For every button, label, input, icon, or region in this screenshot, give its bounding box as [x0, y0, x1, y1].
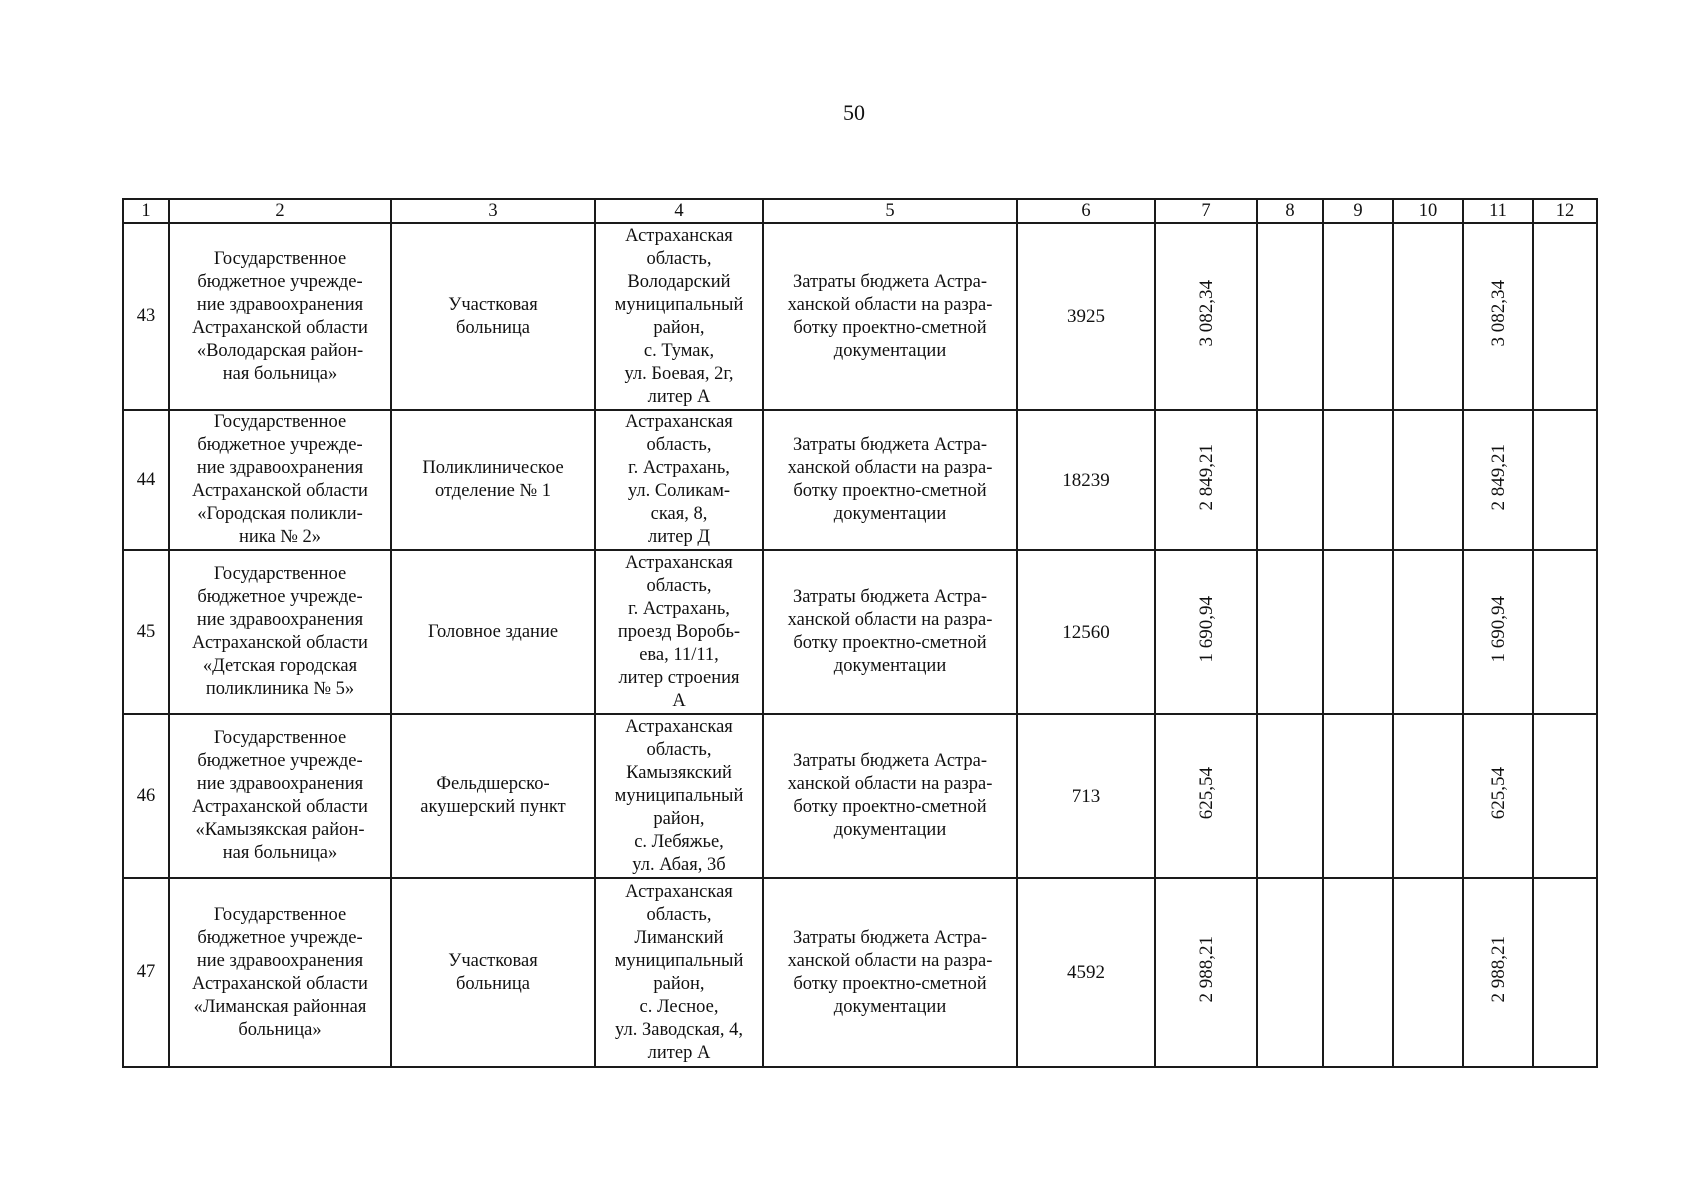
text-line: ханской области на разра-	[787, 610, 993, 630]
column-header-5: 5	[763, 199, 1017, 223]
text-line: Астраханская	[625, 716, 733, 737]
column-9-value	[1323, 550, 1393, 714]
column-header-3: 3	[391, 199, 595, 223]
text-line: бюджетное учрежде-	[197, 435, 363, 455]
text-line: Государственное	[213, 248, 347, 269]
column-header-7: 7	[1155, 199, 1257, 223]
vertical-amount: 1 690,94	[1487, 595, 1509, 663]
text-line: акушерский пункт	[420, 797, 566, 817]
text-line: муниципальный	[614, 950, 744, 971]
text-line: ние здравоохранения	[196, 774, 364, 794]
text-line: Государственное	[213, 728, 347, 748]
text-line: Затраты бюджета Астра-	[792, 587, 988, 607]
text-line: Поликлиническое	[422, 458, 564, 478]
text-line: ботку проектно-сметной	[793, 317, 987, 338]
column-header-1: 1	[123, 199, 169, 223]
text-line: область,	[646, 739, 712, 760]
text-line: Астраханской области	[192, 481, 368, 501]
text-line: с. Лесное,	[639, 996, 719, 1017]
text-line: район,	[653, 973, 705, 994]
text-line: Затраты бюджета Астра-	[792, 271, 988, 292]
text-line: ботку проектно-сметной	[793, 973, 987, 994]
text-line: ева, 11/11,	[639, 644, 719, 665]
column-9-value	[1323, 714, 1393, 878]
column-8-value	[1257, 410, 1323, 550]
table-header	[123, 199, 1597, 223]
vertical-amount: 3 082,34	[1487, 280, 1509, 347]
column-header-12: 12	[1533, 199, 1597, 223]
text-line: Государственное	[213, 412, 347, 432]
text-line: Участковая	[448, 294, 538, 315]
column-8-value	[1257, 223, 1323, 410]
column-10-value	[1393, 550, 1463, 714]
column-12-value	[1533, 223, 1597, 410]
vertical-amount: 2 988,21	[1487, 936, 1509, 1003]
text-line: документации	[833, 996, 947, 1017]
column-6-value: 3925	[1017, 223, 1155, 410]
header-row	[123, 199, 1597, 223]
text-line: ние здравоохранения	[196, 458, 364, 478]
object-address	[595, 223, 763, 410]
column-7-value	[1155, 714, 1257, 878]
text-line: документации	[833, 656, 947, 676]
column-10-value	[1393, 878, 1463, 1067]
column-12-value	[1533, 714, 1597, 878]
column-11-value	[1463, 878, 1533, 1067]
column-11-value	[1463, 410, 1533, 550]
text-line: ние здравоохранения	[196, 950, 364, 971]
vertical-amount: 2 849,21	[1487, 443, 1509, 511]
cost-type	[763, 223, 1017, 410]
text-line: Лиманский	[634, 927, 724, 948]
cost-type	[763, 878, 1017, 1067]
text-line: ул. Абая, 3б	[632, 854, 726, 875]
text-line: район,	[653, 317, 705, 338]
text-line: Астраханская	[625, 225, 733, 246]
text-line: «Городская поликли-	[197, 504, 363, 524]
text-line: область,	[646, 248, 712, 269]
column-8-value	[1257, 714, 1323, 878]
text-line: г. Астрахань,	[628, 458, 730, 478]
cost-type	[763, 714, 1017, 878]
text-line: Астраханская	[625, 552, 733, 573]
column-7-value	[1155, 223, 1257, 410]
text-line: ханской области на разра-	[787, 774, 993, 794]
text-line: больница	[456, 973, 530, 994]
column-12-value	[1533, 878, 1597, 1067]
text-line: муниципальный	[614, 294, 744, 315]
text-line: Астраханская	[625, 881, 733, 902]
text-line: Затраты бюджета Астра-	[792, 435, 988, 455]
text-line: Участковая	[448, 950, 538, 971]
institution-name	[169, 550, 391, 714]
column-6-value: 18239	[1017, 410, 1155, 550]
column-10-value	[1393, 410, 1463, 550]
text-line: «Лиманская районная	[193, 996, 367, 1017]
text-line: Камызякский	[626, 762, 732, 783]
column-header-10: 10	[1393, 199, 1463, 223]
row-number: 46	[123, 714, 169, 878]
object-name	[391, 410, 595, 550]
text-line: бюджетное учрежде-	[197, 271, 363, 292]
text-line: Государственное	[213, 904, 347, 925]
text-line: район,	[653, 808, 705, 829]
text-line: область,	[646, 904, 712, 925]
vertical-amount: 625,54	[1487, 766, 1509, 820]
vertical-amount: 2 849,21	[1195, 443, 1217, 511]
text-line: «Камызякская район-	[195, 820, 365, 840]
column-8-value	[1257, 878, 1323, 1067]
column-11-value	[1463, 714, 1533, 878]
text-line: «Детская городская	[202, 656, 358, 676]
text-line: А	[672, 690, 686, 711]
text-line: Затраты бюджета Астра-	[792, 927, 988, 948]
text-line: литер строения	[618, 667, 740, 688]
institution-name	[169, 878, 391, 1067]
text-line: Астраханской области	[192, 317, 368, 338]
column-12-value	[1533, 410, 1597, 550]
column-header-4: 4	[595, 199, 763, 223]
text-line: ника № 2»	[238, 527, 322, 547]
table-row	[123, 878, 1597, 1067]
text-line: ная больница»	[222, 843, 338, 863]
column-header-11: 11	[1463, 199, 1533, 223]
text-line: бюджетное учрежде-	[197, 587, 363, 607]
column-9-value	[1323, 878, 1393, 1067]
text-line: ная больница»	[222, 363, 338, 384]
institution-name	[169, 410, 391, 550]
text-line: ская, 8,	[650, 504, 708, 524]
column-12-value	[1533, 550, 1597, 714]
text-line: ние здравоохранения	[196, 610, 364, 630]
vertical-amount: 2 988,21	[1195, 936, 1217, 1003]
column-6-value: 713	[1017, 714, 1155, 878]
text-line: Затраты бюджета Астра-	[792, 751, 988, 771]
text-line: область,	[646, 435, 712, 455]
text-line: документации	[833, 504, 947, 524]
text-line: г. Астрахань,	[628, 598, 730, 619]
text-line: с. Лебяжье,	[634, 831, 724, 852]
text-line: проезд Воробь-	[617, 621, 741, 642]
object-name	[391, 550, 595, 714]
text-line: бюджетное учрежде-	[197, 927, 363, 948]
table-row	[123, 410, 1597, 550]
column-6-value: 12560	[1017, 550, 1155, 714]
column-9-value	[1323, 410, 1393, 550]
text-line: ул. Заводская, 4,	[615, 1019, 743, 1040]
object-address	[595, 550, 763, 714]
column-header-9: 9	[1323, 199, 1393, 223]
text-line: область,	[646, 575, 712, 596]
cost-type	[763, 410, 1017, 550]
text-line: Головное здание	[427, 621, 559, 642]
column-header-6: 6	[1017, 199, 1155, 223]
row-number: 43	[123, 223, 169, 410]
text-line: литер Д	[648, 527, 710, 547]
object-address	[595, 714, 763, 878]
table-row	[123, 223, 1597, 410]
text-line: ханской области на разра-	[787, 950, 993, 971]
text-line: больница	[456, 317, 530, 338]
cost-type	[763, 550, 1017, 714]
text-line: документации	[833, 820, 947, 840]
text-line: Астраханской области	[192, 633, 368, 653]
text-line: ул. Соликам-	[627, 481, 731, 501]
column-10-value	[1393, 714, 1463, 878]
text-line: Астраханская	[625, 412, 733, 432]
text-line: ханской области на разра-	[787, 294, 993, 315]
column-7-value	[1155, 550, 1257, 714]
column-9-value	[1323, 223, 1393, 410]
column-10-value	[1393, 223, 1463, 410]
text-line: больница»	[238, 1019, 322, 1040]
column-11-value	[1463, 223, 1533, 410]
object-address	[595, 878, 763, 1067]
text-line: «Володарская район-	[196, 340, 364, 361]
text-line: с. Тумак,	[643, 340, 715, 361]
column-6-value: 4592	[1017, 878, 1155, 1067]
text-line: ботку проектно-сметной	[793, 481, 987, 501]
budget-table	[122, 198, 1598, 1068]
column-header-8: 8	[1257, 199, 1323, 223]
text-line: отделение № 1	[434, 481, 552, 501]
object-address	[595, 410, 763, 550]
institution-name	[169, 714, 391, 878]
text-line: ботку проектно-сметной	[793, 633, 987, 653]
row-number: 44	[123, 410, 169, 550]
text-line: бюджетное учрежде-	[197, 751, 363, 771]
text-line: Володарский	[627, 271, 731, 292]
column-7-value	[1155, 878, 1257, 1067]
column-11-value	[1463, 550, 1533, 714]
row-number: 47	[123, 878, 169, 1067]
object-name	[391, 878, 595, 1067]
text-line: Астраханской области	[192, 797, 368, 817]
text-line: муниципальный	[614, 785, 744, 806]
column-7-value	[1155, 410, 1257, 550]
text-line: поликлиника № 5»	[205, 679, 355, 699]
table-row	[123, 550, 1597, 714]
page-number: 50	[843, 100, 865, 125]
object-name	[391, 714, 595, 878]
column-8-value	[1257, 550, 1323, 714]
table-row	[123, 714, 1597, 878]
object-name	[391, 223, 595, 410]
vertical-amount: 1 690,94	[1195, 595, 1217, 663]
text-line: ул. Боевая, 2г,	[624, 363, 734, 384]
text-line: Государственное	[213, 564, 347, 584]
text-line: литер А	[647, 1042, 711, 1063]
text-line: Астраханской области	[192, 973, 368, 994]
row-number: 45	[123, 550, 169, 714]
column-header-2: 2	[169, 199, 391, 223]
text-line: литер А	[647, 386, 711, 407]
table-body	[123, 223, 1597, 1067]
vertical-amount: 3 082,34	[1195, 280, 1217, 347]
vertical-amount: 625,54	[1195, 766, 1217, 820]
institution-name	[169, 223, 391, 410]
text-line: документации	[833, 340, 947, 361]
text-line: ботку проектно-сметной	[793, 797, 987, 817]
text-line: ние здравоохранения	[196, 294, 364, 315]
text-line: ханской области на разра-	[787, 458, 993, 478]
text-line: Фельдшерско-	[436, 774, 550, 794]
